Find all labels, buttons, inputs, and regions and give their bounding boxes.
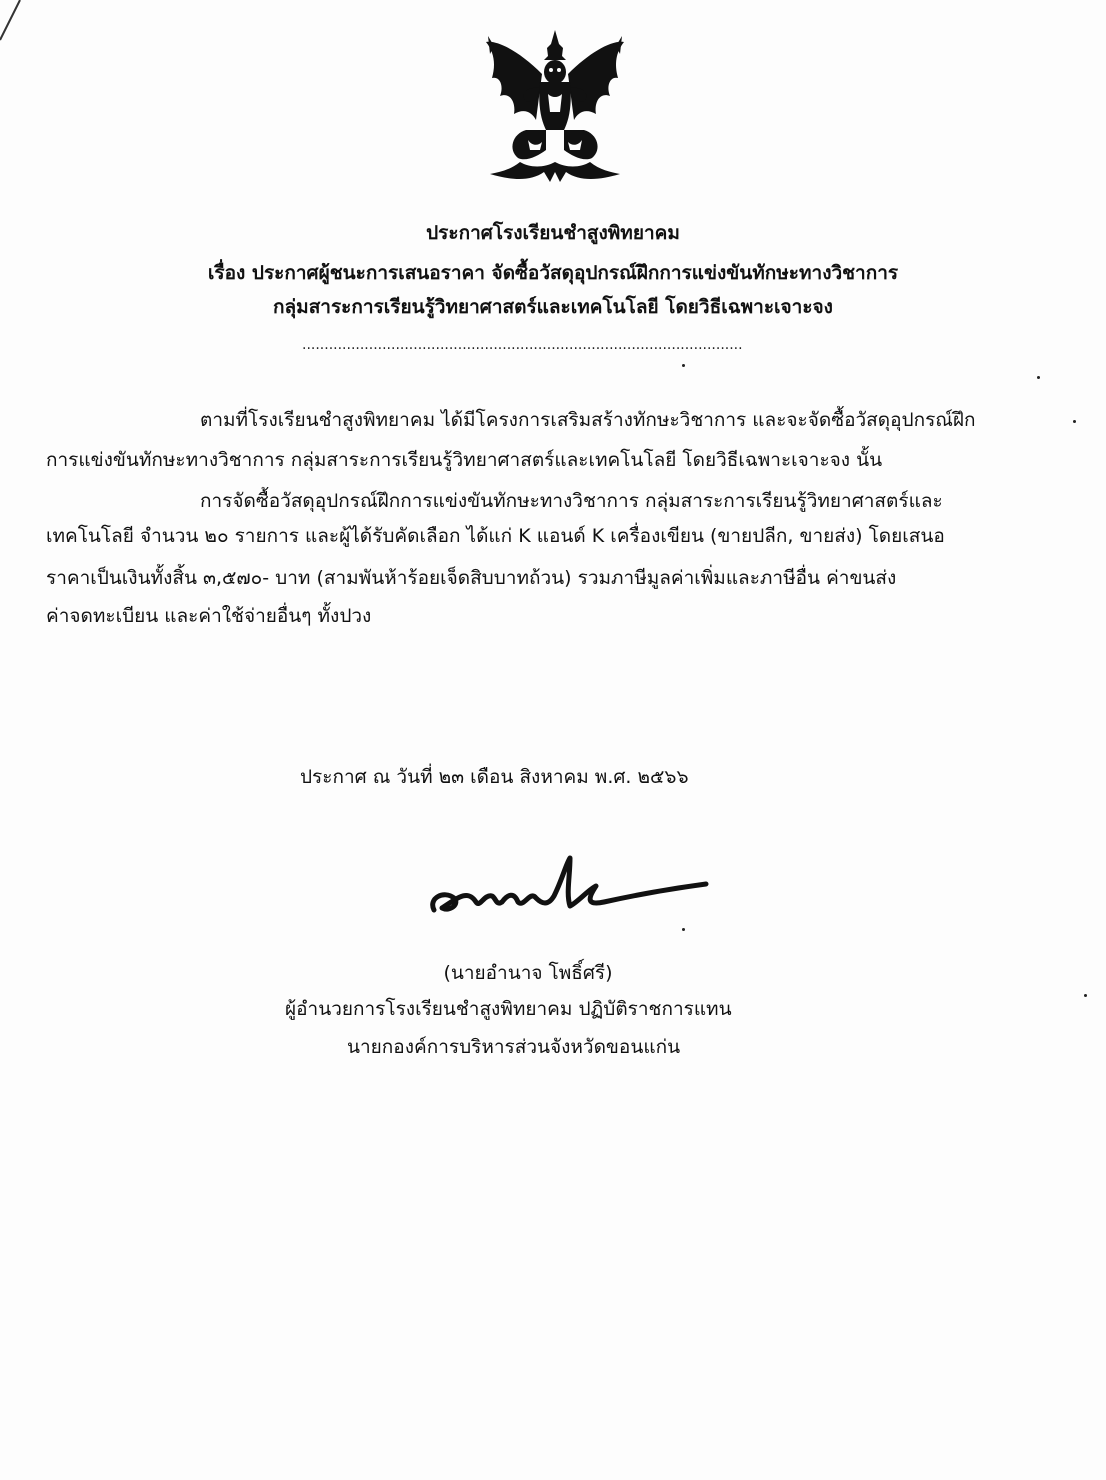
body-line: ราคาเป็นเงินทั้งสิ้น ๓,๕๗๐- บาท (สามพันห้าร้อยเจ็ดสิบบาทถ้วน) รวมภาษีมูลค่าเพิ่มและภาษีอื่น ค่าขนส่ง	[46, 567, 897, 589]
scan-edge-line	[0, 0, 60, 50]
scan-speck	[682, 928, 685, 931]
signatory-position-line-2: นายกองค์การบริหารส่วนจังหวัดขอนแก่น	[347, 1036, 681, 1058]
scan-speck	[1037, 376, 1040, 379]
handwritten-signature-icon	[420, 850, 720, 930]
signatory-position-line-1: ผู้อำนวยการโรงเรียนชำสูงพิทยาคม ปฏิบัติราชการแทน	[285, 998, 732, 1020]
garuda-emblem-icon	[480, 22, 630, 190]
announcement-subject-line-1: เรื่อง ประกาศผู้ชนะการเสนอราคา จัดซื้อวัสดุอุปกรณ์ฝึกการแข่งขันทักษะทางวิชาการ	[207, 262, 899, 284]
body-line: เทคโนโลยี จำนวน ๒๐ รายการ และผู้ได้รับคัดเลือก ได้แก่ K แอนด์ K เครื่องเขียน (ขายปลีก, ขายส่ง) โดยเสนอ	[46, 525, 945, 547]
body-line: การจัดซื้อวัสดุอุปกรณ์ฝึกการแข่งขันทักษะทางวิชาการ กลุ่มสาระการเรียนรู้วิทยาศาสตร์และ	[200, 490, 943, 512]
dotted-separator: ...................................................................................................	[302, 337, 743, 353]
signatory-name: (นายอำนาจ โพธิ์ศรี)	[443, 962, 613, 984]
announcement-date: ประกาศ ณ วันที่ ๒๓ เดือน สิงหาคม พ.ศ. ๒๕๖๖	[300, 766, 689, 788]
scan-speck	[1073, 420, 1076, 423]
body-line: ค่าจดทะเบียน และค่าใช้จ่ายอื่นๆ ทั้งปวง	[46, 605, 372, 627]
body-line: ตามที่โรงเรียนชำสูงพิทยาคม ได้มีโครงการเสริมสร้างทักษะวิชาการ และจะจัดซื้อวัสดุอุปกรณ์ฝึก	[200, 409, 976, 431]
scan-speck	[1084, 994, 1087, 997]
body-line: การแข่งขันทักษะทางวิชาการ กลุ่มสาระการเรียนรู้วิทยาศาสตร์และเทคโนโลยี โดยวิธีเฉพาะเจาะจง นั้น	[46, 449, 883, 471]
announcement-subject-line-2: กลุ่มสาระการเรียนรู้วิทยาศาสตร์และเทคโนโลยี โดยวิธีเฉพาะเจาะจง	[273, 296, 833, 318]
announcement-title: ประกาศโรงเรียนชำสูงพิทยาคม	[426, 222, 680, 244]
scan-speck	[682, 364, 685, 367]
